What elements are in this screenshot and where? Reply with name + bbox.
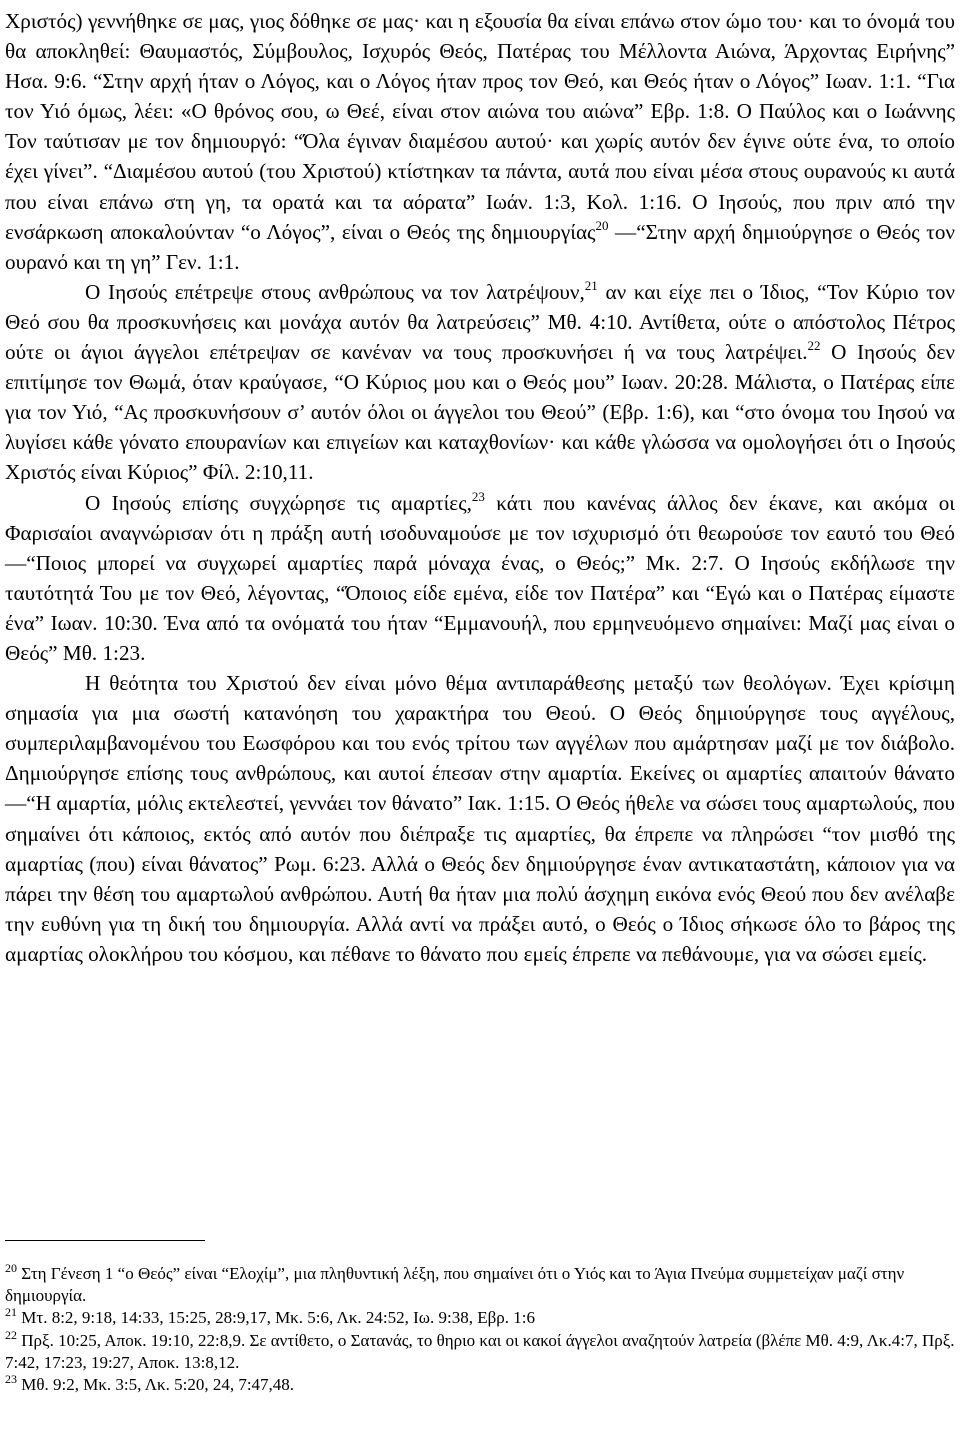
footnote-ref-23[interactable]: 23 [471,488,485,504]
footnote-ref-22[interactable]: 22 [807,338,821,354]
paragraph-2-text-cont: αν και είχε πει ο Ίδιος, “Τον Κύριο τον Θεό σου θα προσκυνήσεις και μονάχα αυτόν θα λατρεύσεις” Μθ. 4:10. Αντίθετα, ούτε ο απόστολος Πέτρος ούτε οι άγιοι άγγελοι επέτρεψαν σε κανέναν να τους προσκυνήσει ή να τους λατρέψει. [5,279,955,365]
footnote-number: 22 [5,1327,17,1342]
footnote-ref-20[interactable]: 20 [595,217,609,233]
paragraph-2 [5,277,955,488]
paragraph-2-text-cont2: Ο Ιησούς δεν επιτίμησε τον Θωμά, όταν κραύγασε, “Ο Κύριος μου και ο Θεός μου” Ιωαν. 20:28. Μάλιστα, ο Πατέρας είπε για τον Υιό, “Ας προσκυνήσουν σ’ αυτόν όλοι οι άγγελοι του Θεού” (Εβρ. 1:6), και “στο όνομα του Ιησού να λυγίσει κάθε γόνατο επουρανίων και επιγείων και καταχθονίων· και κάθε γλώσσα να ομολογήσει ότι ο Ιησούς Χριστός είναι Κύριος” Φίλ. 2:10,11. [5,340,955,485]
footnote-ref-21[interactable]: 21 [584,277,598,293]
paragraph-3-text: Ο Ιησούς επίσης συγχώρησε τις αμαρτίες, [85,490,472,515]
paragraph-3 [5,488,955,669]
paragraph-1 [5,6,955,277]
footnote-text: Πρξ. 10:25, Αποκ. 19:10, 22:8,9. Σε αντίθετο, ο Σατανάς, το θηριο και οι κακοί άγγελοι αναζητούν λατρεία (βλέπε Μθ. 4:9, Λκ.4:7, Πρξ. 7:42, 17:23, 19:27, Αποκ. 13:8,12. [5,1330,955,1372]
footnote-number: 23 [5,1372,17,1387]
footnote-20 [5,1263,955,1307]
footnote-text: Μτ. 8:2, 9:18, 14:33, 15:25, 28:9,17, Μκ. 5:6, Λκ. 24:52, Ιω. 9:38, Εβρ. 1:6 [17,1308,535,1328]
paragraph-2-text: Ο Ιησούς επέτρεψε στους ανθρώπους να τον λατρέψουν, [85,279,585,304]
paragraph-4 [5,668,955,969]
footnote-21 [5,1307,955,1329]
paragraph-1-text-cont: —“Στην αρχή δημιούργησε ο Θεός τον ουρανό και τη γη” Γεν. 1:1. [5,219,955,274]
footnote-text: Μθ. 9:2, Μκ. 3:5, Λκ. 5:20, 24, 7:47,48. [17,1375,295,1395]
footnote-number: 20 [5,1261,17,1275]
footnote-number: 21 [5,1305,17,1320]
footnote-separator [5,1240,205,1241]
footnote-23 [5,1374,955,1396]
paragraph-4-text: Η θεότητα του Χριστού δεν είναι μόνο θέμα αντιπαράθεσης μεταξύ των θεολόγων. Έχει κρίσιμη σημασία για μια σωστή κατανόηση του χαρακτήρα του Θεού. Ο Θεός δημιούργησε τους αγγέλους, συμπεριλαμβανομένου του Εωσφόρου και του ενός τρίτου των αγγέλων που αμάρτησαν μαζί με τον διάβολο. Δημιούργησε επίσης τους ανθρώπους, και αυτοί έπεσαν στην αμαρτία. Εκείνες οι αμαρτίες απαιτούν θάνατο—“Η αμαρτία, μόλις εκτελεστεί, γεννάει τον θάνατο” Ιακ. 1:15. Ο Θεός ήθελε να σώσει τους αμαρτωλούς, που σημαίνει ότι κάποιος, εκτός από αυτόν που διέπραξε τις αμαρτίες, θα έπρεπε να πληρώσει “τον μισθό της αμαρτίας (που) είναι θάνατος” Ρωμ. 6:23. Αλλά ο Θεός δεν δημιούργησε έναν αντικαταστάτη, κάποιον για να πάρει την θέση του αμαρτωλού ανθρώπου. Αυτή θα ήταν μια πολύ άσχημη εικόνα ενός Θεού που δεν ανέλαβε την ευθύνη για τη δική του δημιουργία. Αλλά αντί να πράξει αυτό, ο Θεός ο Ίδιος σήκωσε όλο το βάρος της αμαρτίας ολοκλήρου του κόσμου, και πέθανε το θάνατο που εμείς έπρεπε να πεθάνουμε, για να σώσει εμείς. [5,671,955,966]
footnotes [5,1263,955,1396]
footnote-22 [5,1327,955,1374]
paragraph-1-text: Χριστός) γεννήθηκε σε μας, γιος δόθηκε σε μας· και η εξουσία θα είναι επάνω στον ώμο του· και το όνομά του θα αποκληθεί: Θαυμαστός, Σύμβουλος, Ισχυρός Θεός, Πατέρας του Μέλλοντα Αιώνα, Άρχοντας Ειρήνης” Ησα. 9:6. “Στην αρχή ήταν ο Λόγος, και ο Λόγος ήταν προς τον Θεό, και Θεός ήταν ο Λόγος” Ιωαν. 1:1. “Για τον Υιό όμως, λέει: «Ο θρόνος σου, ω Θεέ, είναι στον αιώνα του αιώνα” Εβρ. 1:8. Ο Παύλος και ο Ιωάννης Τον ταύτισαν με τον δημιουργό: “Όλα έγιναν διαμέσου αυτού· και χωρίς αυτόν δεν έγινε ούτε ένα, το οποίο έχει γίνει”. “Διαμέσου αυτού (του Χριστού) κτίστηκαν τα πάντα, αυτά που είναι μέσα στους ουρανούς κι αυτά που είναι επάνω στη γη, τα ορατά και τα αόρατα” Ιωάν. 1:3, Κολ. 1:16. Ο Ιησούς, που πριν από την ενσάρκωση αποκαλούνταν “ο Λόγος”, είναι ο Θεός της δημιουργίας [5,9,955,244]
footnote-text: Στη Γένεση 1 “ο Θεός” είναι “Ελοχίμ”, μια πληθυντική λέξη, που σημαίνει ότι ο Υιός και το Άγια Πνεύμα συμμετείχαν μαζί στην δημιουργία. [5,1264,905,1306]
paragraph-3-text-cont: κάτι που κανένας άλλος δεν έκανε, και ακόμα οι Φαρισαίοι αναγνώρισαν ότι η πράξη αυτή ισοδυναμούσε με τον ισχυρισμό ότι θεωρούσε τον εαυτό του Θεό—“Ποιος μπορεί να συγχωρεί αμαρτίες παρά μόναχα ένας, ο Θεός;” Μκ. 2:7. Ο Ιησούς εκδήλωσε την ταυτότητά Του με τον Θεό, λέγοντας, “Όποιος είδε εμένα, είδε τον Πατέρα” και “Εγώ και ο Πατέρας είμαστε ένα” Ιωαν. 10:30. Ένα από τα ονόματά του ήταν “Εμμανουήλ, που ερμηνευόμενο σημαίνει: Μαζί μας είναι ο Θεός” Μθ. 1:23. [5,490,956,665]
